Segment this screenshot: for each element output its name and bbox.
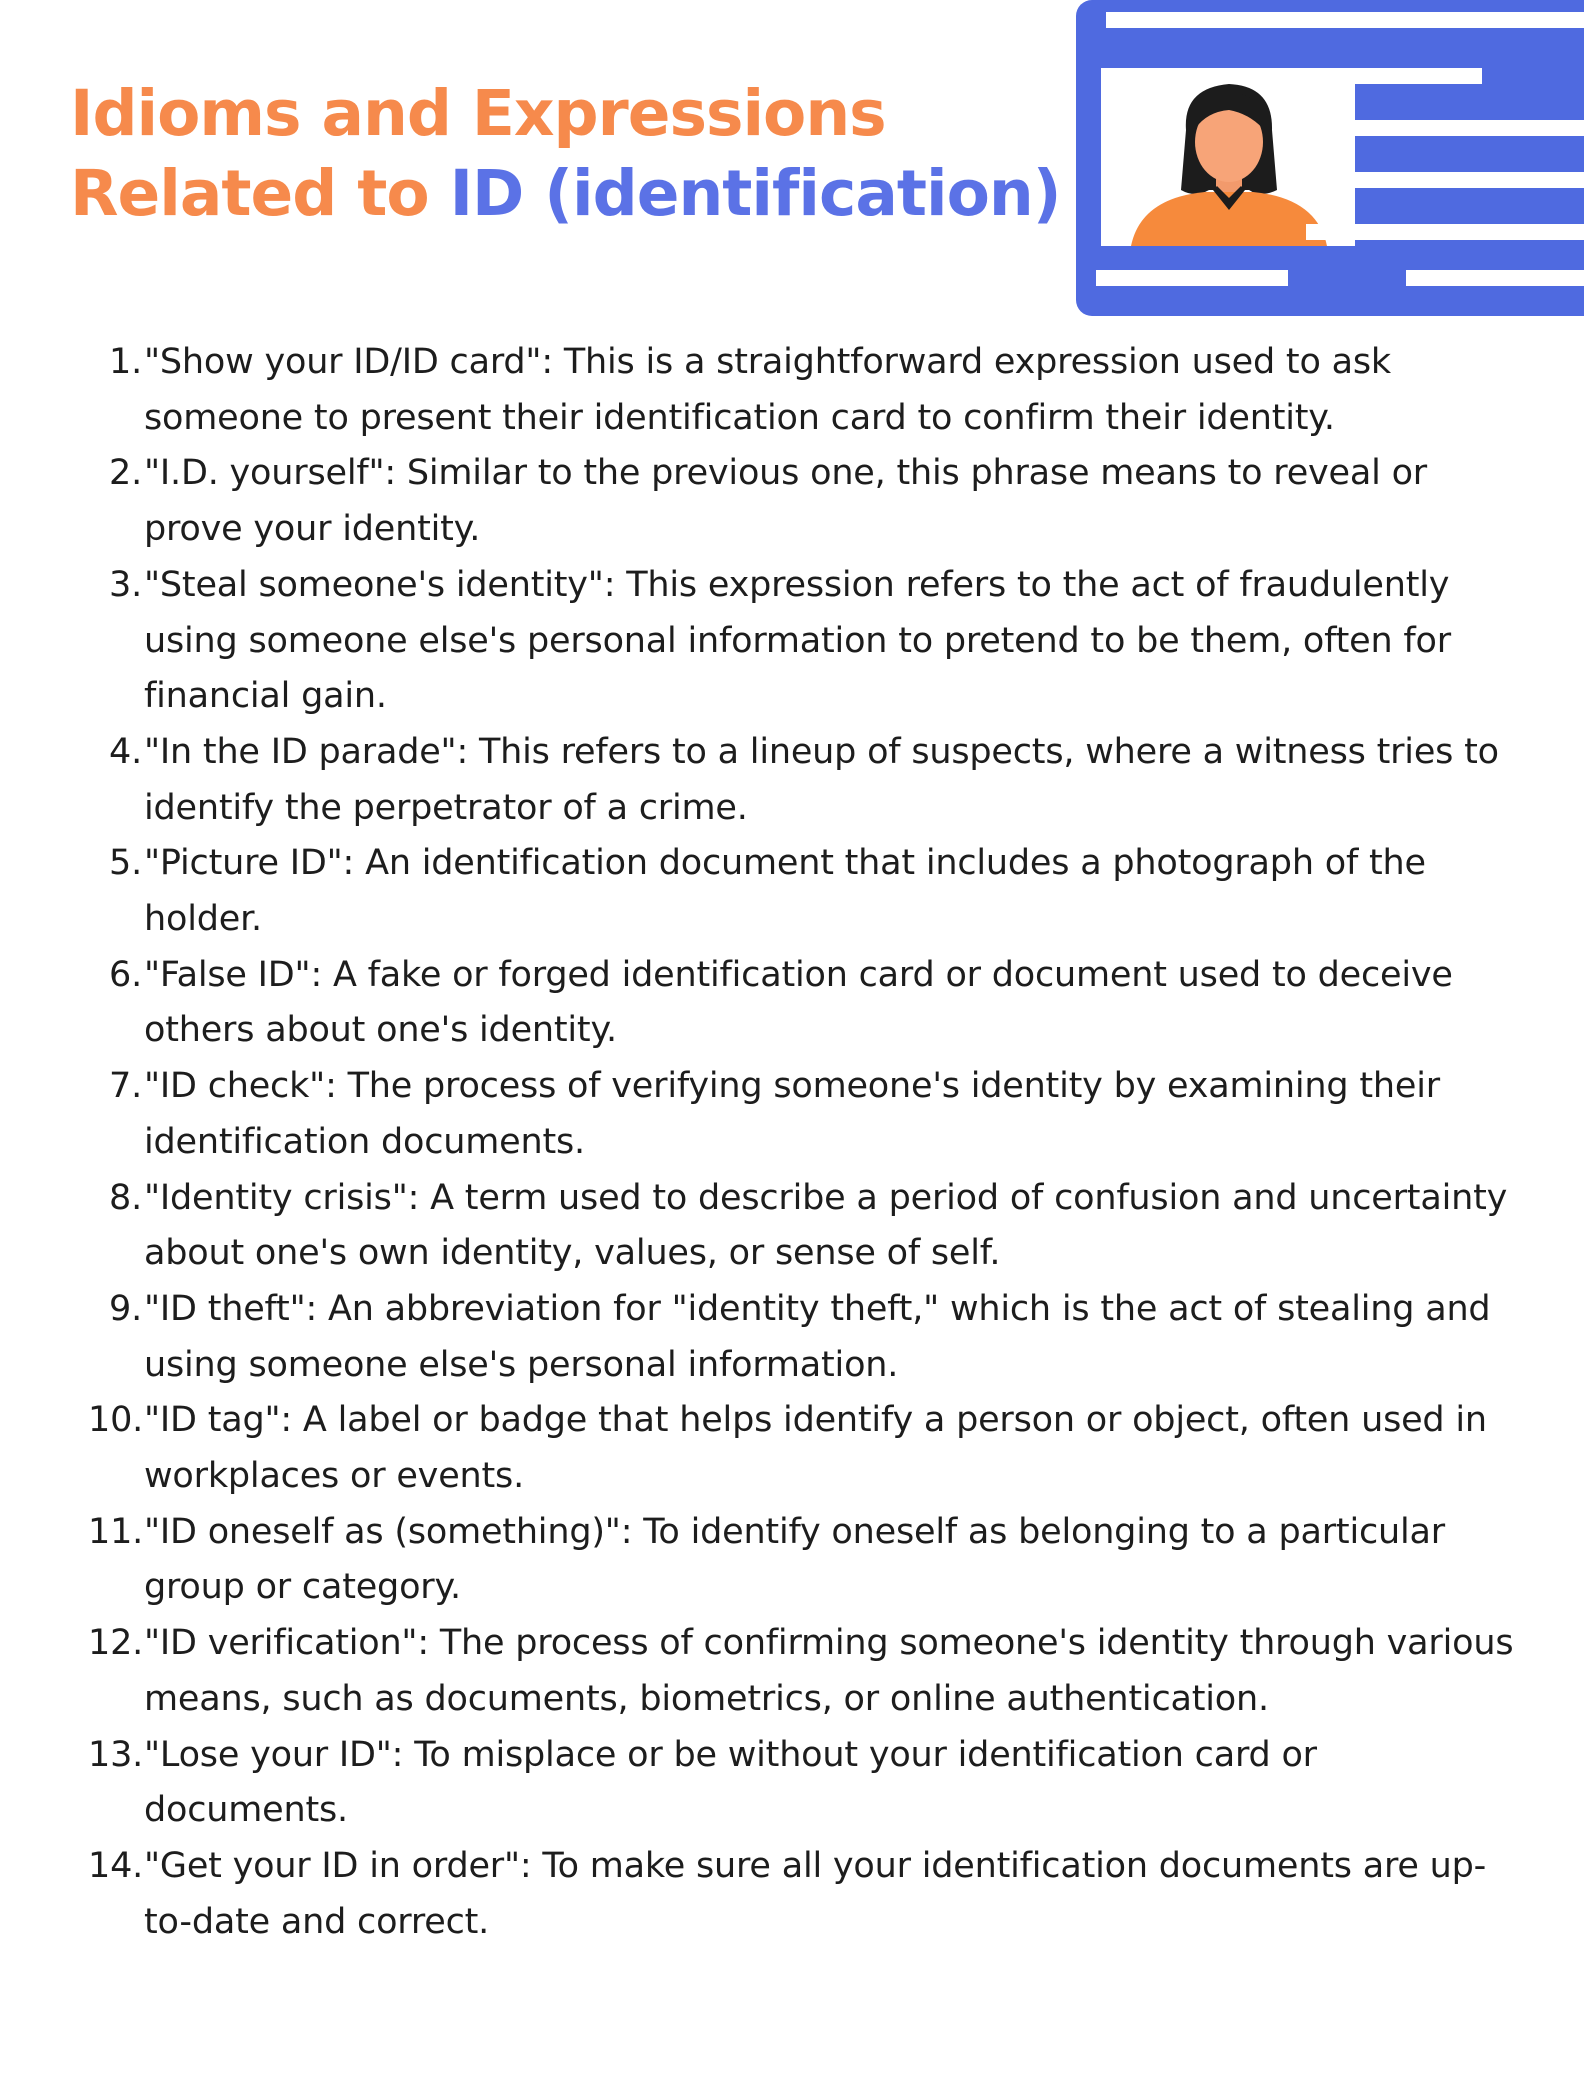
item-number: 7. [109,1066,142,1107]
item-text: "Show your ID/ID card": This is a straightforward expression used to ask someone to present their identification card to confirm their identity. [144,342,1391,438]
title-line-2-prefix: Related to [70,157,450,230]
item-number: 6. [109,954,142,995]
item-text: "In the ID parade": This refers to a lineup of suspects, where a witness tries to identify the perpetrator of a crime. [144,731,1499,828]
item-text: "Identity crisis": A term used to describe a period of confusion and uncertainty about one's own identity, values, or sense of self. [144,1177,1508,1274]
list-item [88,446,1528,557]
list-item [88,836,1528,947]
item-text: "ID oneself as (something)": To identify oneself as belonging to a particular group or category. [144,1511,1445,1608]
list-item [88,335,1528,446]
list-item [88,1171,1528,1282]
list-item [88,1505,1528,1616]
item-number: 10. [88,1400,144,1441]
item-number: 5. [109,843,142,884]
item-number: 14. [88,1845,144,1886]
list-item [88,1059,1528,1170]
item-text: "ID check": The process of verifying someone's identity by examining their identification documents. [144,1066,1440,1162]
item-number: 1. [109,342,142,382]
item-text: "Lose your ID": To misplace or be without your identification card or documents. [144,1734,1317,1831]
card-line [1306,68,1482,84]
card-line [1306,172,1584,188]
item-text: "Picture ID": An identification document that includes a photograph of the holder. [144,843,1426,940]
list-item [88,1282,1528,1393]
idiom-list [88,335,1528,1950]
item-text: "I.D. yourself": Similar to the previous one, this phrase means to reveal or prove your identity. [144,453,1427,550]
person-avatar-icon [1101,68,1355,246]
title-line-1: Idioms and Expressions [70,77,886,150]
item-number: 9. [109,1288,142,1329]
item-text: "Get your ID in order": To make sure all your identification documents are up-to-date and correct. [144,1845,1487,1942]
item-text: "ID tag": A label or badge that helps identify a person or object, often used in workplaces or events. [144,1400,1487,1497]
list-item [88,725,1528,836]
list-item [88,1728,1528,1839]
item-number: 4. [109,731,142,772]
item-number: 13. [88,1734,144,1775]
item-text: "ID verification": The process of confirming someone's identity through various means, such as documents, biometrics, or online authentication. [144,1623,1514,1719]
page-title [70,74,1061,234]
card-line [1306,120,1584,136]
item-text: "ID theft": An abbreviation for "identity theft," which is the act of stealing and using someone else's personal information. [144,1288,1491,1385]
list-item [88,558,1528,725]
list-item [88,948,1528,1059]
item-number: 8. [109,1177,142,1218]
list-item [88,1839,1528,1950]
list-item [88,1393,1528,1504]
card-line [1106,12,1584,28]
title-line-2 [70,154,1061,234]
title-line-2-highlight: ID (identification) [449,157,1061,230]
item-number: 11. [88,1511,144,1552]
item-text: "False ID": A fake or forged identification card or document used to deceive others about one's identity. [144,954,1453,1051]
item-number: 2. [109,453,142,494]
list-item [88,1616,1528,1727]
item-text: "Steal someone's identity": This expression refers to the act of fraudulently using someone else's personal information to pretend to be them, often for financial gain. [144,564,1451,717]
id-card-icon [1076,0,1584,316]
card-line [1406,270,1584,286]
item-number: 12. [88,1623,144,1664]
item-number: 3. [109,564,142,605]
card-line [1306,224,1584,240]
card-line [1096,270,1288,286]
